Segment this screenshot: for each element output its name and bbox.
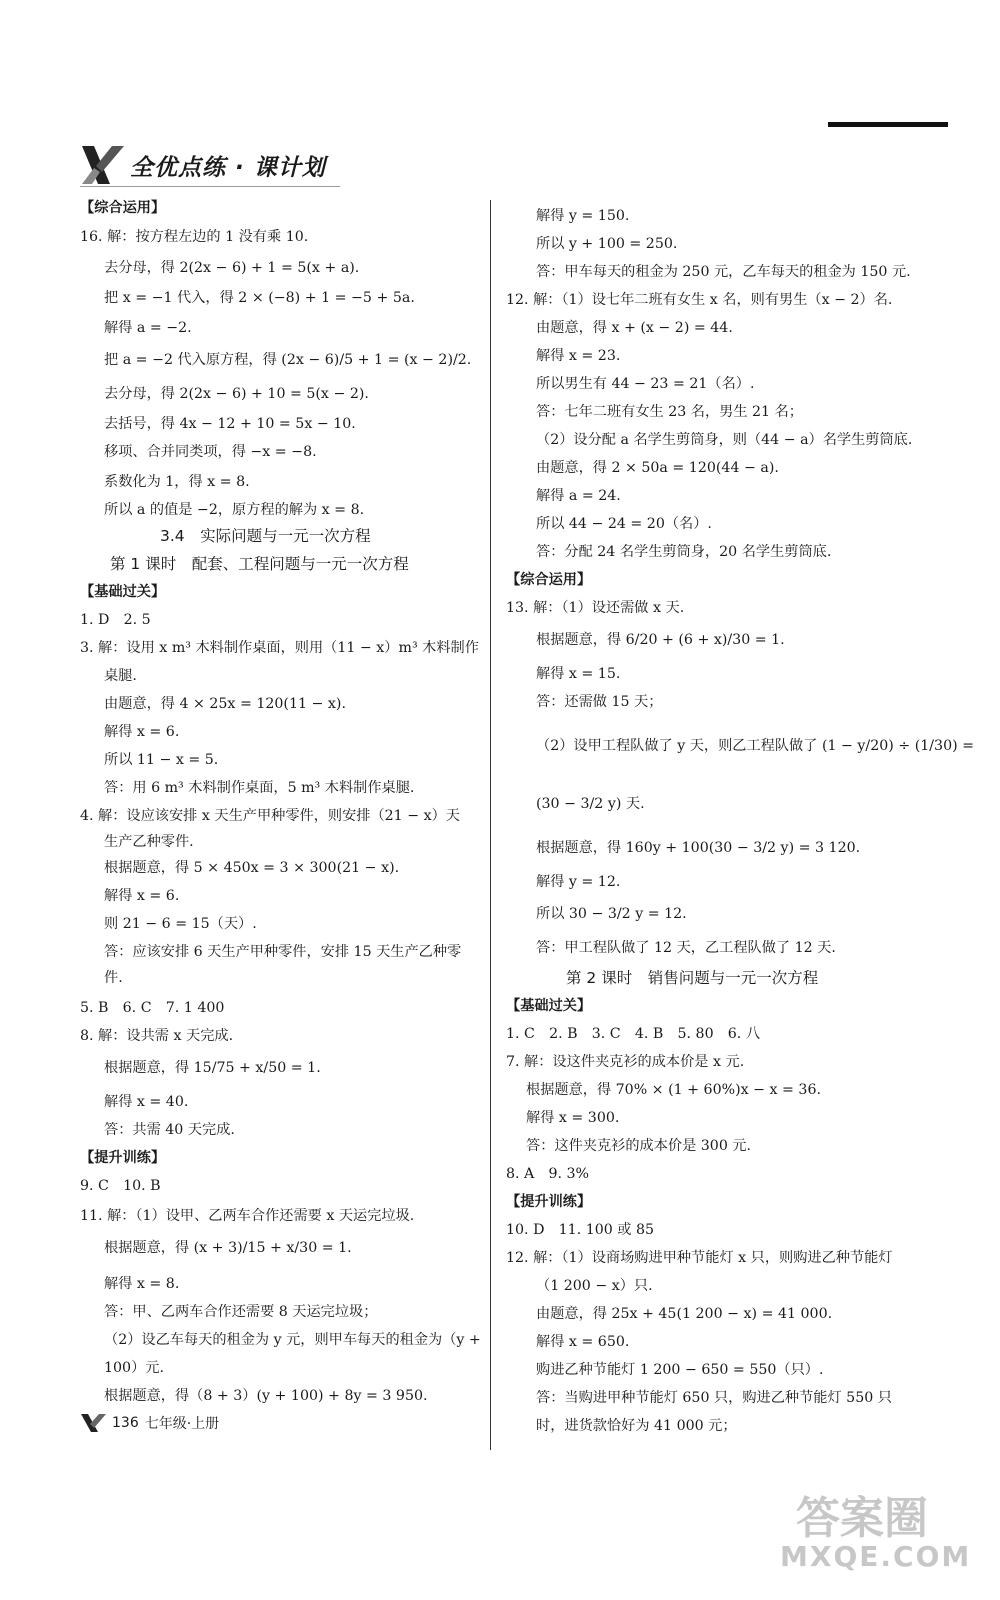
text-line: 根据题意，得 6/20 + (6 + x)/30 = 1. [536, 632, 785, 648]
text-line: 根据题意，得（8 + 3）(y + 100) + 8y = 3 950. [104, 1388, 428, 1404]
text-line: 答：甲工程队做了 12 天，乙工程队做了 12 天. [536, 940, 836, 956]
text-line: (30 − 3/2 y) 天. [536, 796, 645, 812]
text-line: 12. 解：（1）设商场购进甲种节能灯 x 只，则购进乙种节能灯 [506, 1250, 893, 1266]
text-line: 解得 x = 6. [104, 888, 180, 904]
text-line: 4. 解：设应该安排 x 天生产甲种零件，则安排（21 − x）天 [80, 808, 460, 824]
text-line: 系数化为 1，得 x = 8. [104, 474, 250, 490]
lesson-title: 第 2 课时 销售问题与一元一次方程 [566, 969, 819, 987]
section-heading: 【综合运用】 [506, 572, 592, 588]
watermark-logo: 答案圈 [796, 1493, 928, 1544]
section-title: 3.4 实际问题与一元一次方程 [160, 527, 371, 545]
text-line: 根据题意，得 (x + 3)/15 + x/30 = 1. [104, 1240, 352, 1256]
text-line: 移项、合并同类项，得 −x = −8. [104, 444, 317, 460]
text-line: 答：分配 24 名学生剪筒身，20 名学生剪筒底. [536, 544, 832, 560]
text-line: 解得 x = 40. [104, 1094, 189, 1110]
section-heading: 【提升训练】 [506, 1194, 592, 1210]
section-heading: 【综合运用】 [80, 200, 166, 216]
text-line: 所以男生有 44 − 23 = 21（名）. [536, 376, 755, 392]
text-line: 把 x = −1 代入，得 2 × (−8) + 1 = −5 + 5a. [104, 290, 415, 306]
text-line: 答：共需 40 天完成. [104, 1122, 235, 1138]
text-line: 1. D 2. 5 [80, 612, 151, 628]
page-footer [80, 1412, 219, 1434]
footer-logo-icon [80, 1412, 108, 1434]
text-line: 件. [104, 970, 123, 986]
text-line: 把 a = −2 代入原方程，得 (2x − 6)/5 + 1 = (x − 2)/2. [104, 352, 472, 368]
header-rule [80, 186, 340, 187]
text-line: 所以 11 − x = 5. [104, 752, 219, 768]
text-line: 解得 y = 150. [536, 208, 630, 224]
text-line: 桌腿. [104, 668, 137, 684]
text-line: 去分母，得 2(2x − 6) + 1 = 5(x + a). [104, 260, 360, 276]
text-line: 1. C 2. B 3. C 4. B 5. 80 6. 八 [506, 1026, 761, 1042]
text-line: 解得 y = 12. [536, 874, 621, 890]
text-line: 解得 x = 650. [536, 1334, 630, 1350]
page-header [80, 140, 326, 190]
text-line: 解得 x = 6. [104, 724, 180, 740]
text-line: 解得 a = 24. [536, 488, 621, 504]
text-line: 答：还需做 15 天； [536, 694, 663, 710]
text-line: 答：甲车每天的租金为 250 元，乙车每天的租金为 150 元. [536, 264, 911, 280]
top-rule [828, 122, 948, 127]
text-line: 所以 y + 100 = 250. [536, 236, 678, 252]
text-line: 答：应该安排 6 天生产甲种零件，安排 15 天生产乙种零 [104, 944, 462, 960]
header-title: 全优点练 · 课计划 [130, 154, 326, 181]
watermark-url: MXQE.COM [780, 1540, 972, 1573]
text-line: 由题意，得 25x + 45(1 200 − x) = 41 000. [536, 1306, 833, 1322]
text-line: 5. B 6. C 7. 1 400 [80, 1000, 225, 1016]
grade-label: 七年级·上册 [144, 1416, 220, 1432]
text-line: 答：这件夹克衫的成本价是 300 元. [526, 1138, 752, 1154]
text-line: 根据题意，得 70% × (1 + 60%)x − x = 36. [526, 1082, 821, 1098]
text-line: 根据题意，得 160y + 100(30 − 3/2 y) = 3 120. [536, 840, 861, 856]
text-line: 根据题意，得 5 × 450x = 3 × 300(21 − x). [104, 860, 400, 876]
text-line: （2）设分配 a 名学生剪筒身，则（44 − a）名学生剪筒底. [536, 432, 913, 448]
text-line: 去分母，得 2(2x − 6) + 10 = 5(x − 2). [104, 386, 369, 402]
text-line: 11. 解：（1）设甲、乙两车合作还需要 x 天运完垃圾. [80, 1208, 415, 1224]
lesson-title: 第 1 课时 配套、工程问题与一元一次方程 [110, 555, 409, 573]
text-line: （2）设乙车每天的租金为 y 元，则甲车每天的租金为（y + [104, 1332, 481, 1348]
text-line: 解得 a = −2. [104, 320, 192, 336]
text-line: 解得 x = 23. [536, 348, 621, 364]
text-line: 所以 30 − 3/2 y = 12. [536, 906, 687, 922]
section-heading: 【基础过关】 [506, 998, 592, 1014]
text-line: 100）元. [104, 1360, 164, 1376]
text-line: 解得 x = 15. [536, 666, 621, 682]
text-line: 10. D 11. 100 或 85 [506, 1222, 655, 1238]
text-line: 根据题意，得 15/75 + x/50 = 1. [104, 1060, 321, 1076]
text-line: 时，进货款恰好为 41 000 元； [536, 1418, 737, 1434]
text-line: 去括号，得 4x − 12 + 10 = 5x − 10. [104, 416, 356, 432]
section-heading: 【提升训练】 [80, 1150, 166, 1166]
text-line: 生产乙种零件. [104, 834, 194, 850]
text-line: 购进乙种节能灯 1 200 − 650 = 550（只）. [536, 1362, 824, 1378]
text-line: 答：用 6 m³ 木料制作桌面，5 m³ 木料制作桌腿. [104, 780, 415, 796]
text-line: 8. A 9. 3% [506, 1166, 590, 1182]
text-line: 7. 解：设这件夹克衫的成本价是 x 元. [506, 1054, 745, 1070]
page-number: 136 [112, 1415, 139, 1431]
text-line: 由题意，得 2 × 50a = 120(44 − a). [536, 460, 779, 476]
text-line: 答：甲、乙两车合作还需要 8 天运完垃圾； [104, 1304, 378, 1320]
text-line: 答：七年二班有女生 23 名，男生 21 名； [536, 404, 803, 420]
text-line: 9. C 10. B [80, 1178, 161, 1194]
column-divider [490, 200, 491, 1450]
text-line: 解得 x = 8. [104, 1276, 180, 1292]
text-line: 所以 a 的值是 −2，原方程的解为 x = 8. [104, 502, 365, 518]
text-line: （1 200 − x）只. [536, 1278, 653, 1294]
text-line: 13. 解：（1）设还需做 x 天. [506, 600, 685, 616]
text-line: 解得 x = 300. [526, 1110, 620, 1126]
text-line: （2）设甲工程队做了 y 天，则乙工程队做了 (1 − y/20) ÷ (1/30) = [536, 738, 975, 754]
text-line: 8. 解：设共需 x 天完成. [80, 1028, 234, 1044]
text-line: 由题意，得 4 × 25x = 120(11 − x). [104, 696, 346, 712]
text-line: 所以 44 − 24 = 20（名）. [536, 516, 712, 532]
section-heading: 【基础过关】 [80, 584, 166, 600]
text-line: 由题意，得 x + (x − 2) = 44. [536, 320, 733, 336]
text-line: 3. 解：设用 x m³ 木料制作桌面，则用（11 − x）m³ 木料制作 [80, 640, 479, 656]
text-line: 答：当购进甲种节能灯 650 只，购进乙种节能灯 550 只 [536, 1390, 892, 1406]
text-line: 12. 解：（1）设七年二班有女生 x 名，则有男生（x − 2）名. [506, 292, 893, 308]
text-line: 16. 解：按方程左边的 1 没有乘 10. [80, 229, 309, 245]
logo-icon [80, 142, 126, 188]
text-line: 则 21 − 6 = 15（天）. [104, 916, 257, 932]
